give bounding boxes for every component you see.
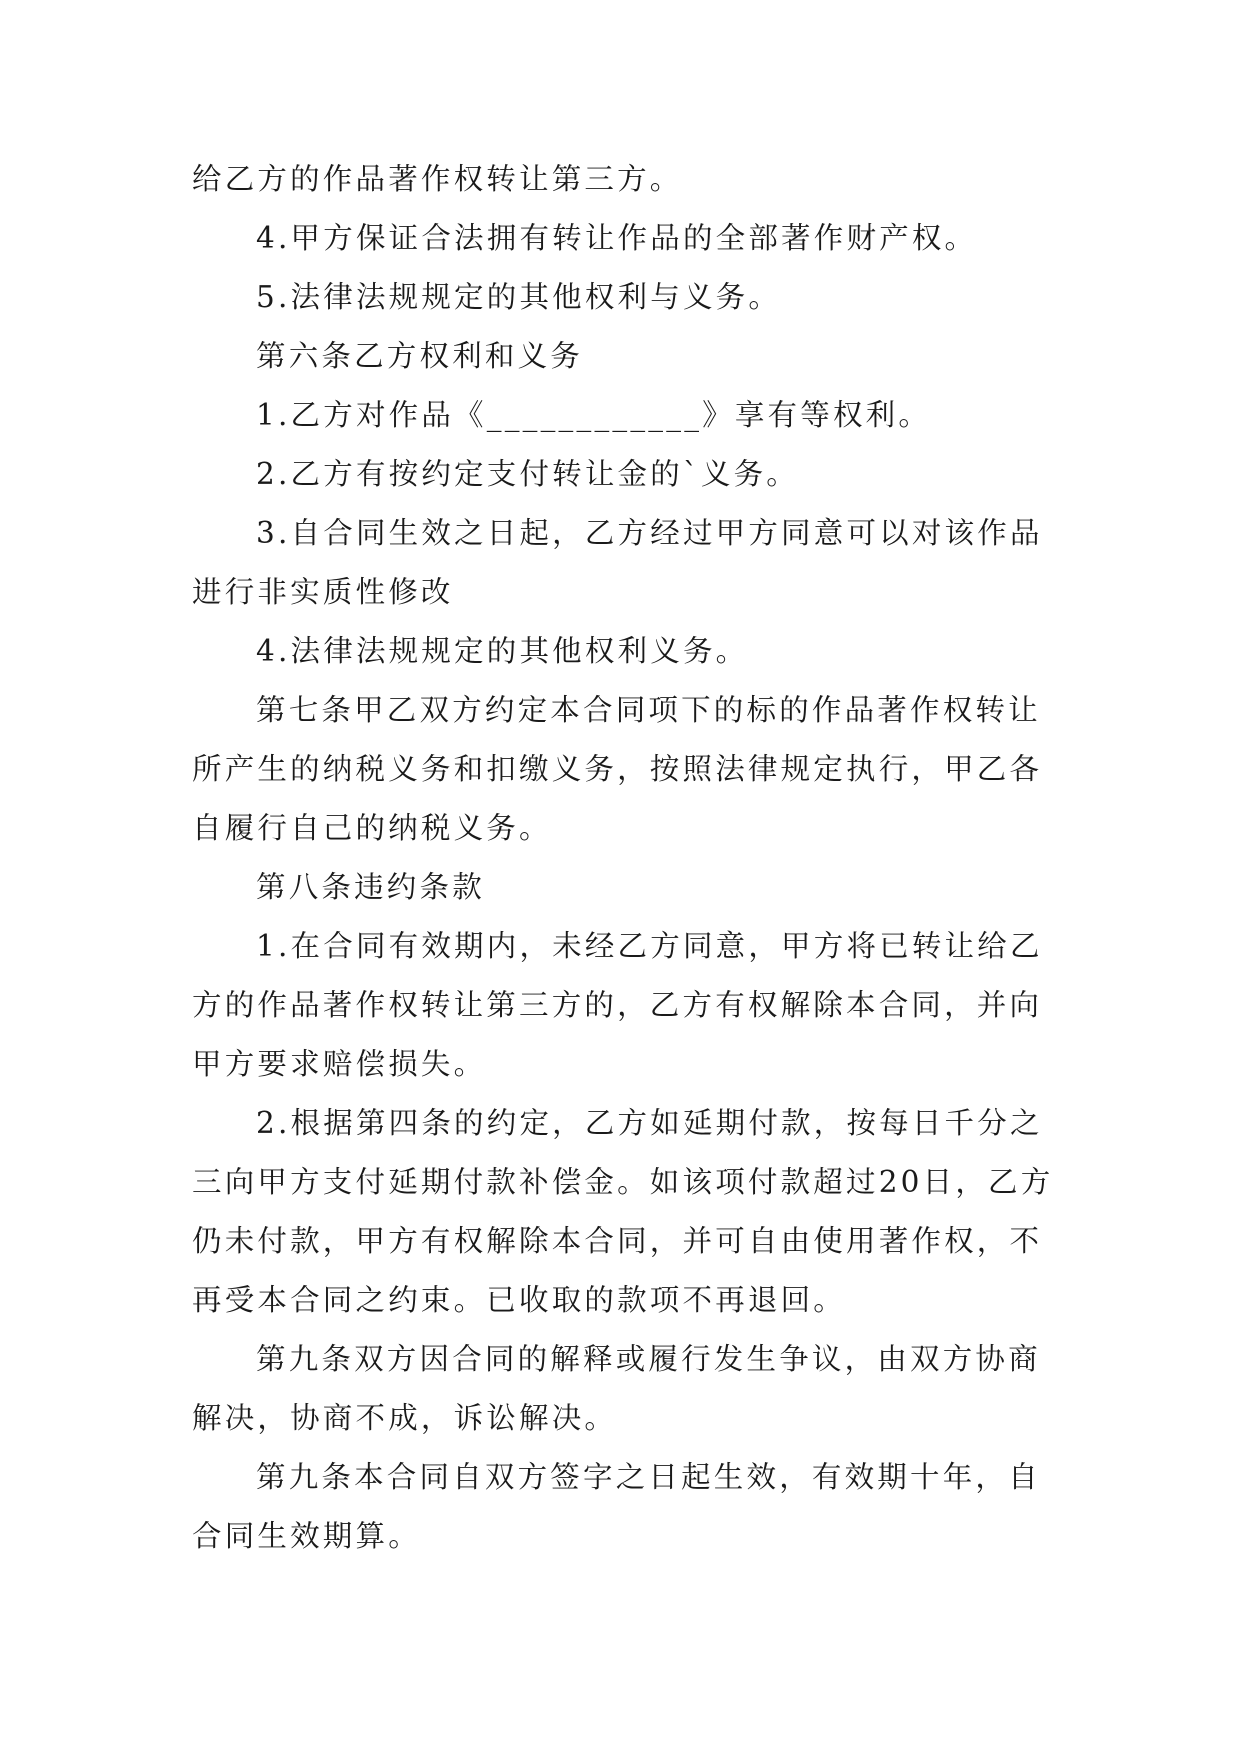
heading-article-8: 第八条违约条款: [256, 870, 485, 904]
paragraph-article-6-item-3: 3.自合同生效之日起，乙方经过甲方同意可以对该作品进行非实质性修改: [192, 516, 1043, 609]
paragraph-article-8-item-2: 2.根据第四条的约定，乙方如延期付款，按每日千分之三向甲方支付延期付款补偿金。如该项付款超过20日，乙方仍未付款，甲方有权解除本合同，并可自由使用著作权，不再受本合同之约束。已收取的款项不再退回。: [192, 1106, 1054, 1317]
paragraph-continuation: 给乙方的作品著作权转让第三方。: [192, 162, 683, 196]
paragraph-clause-5-item-4: 4.甲方保证合法拥有转让作品的全部著作财产权。: [256, 221, 978, 255]
paragraph-article-8-item-1: 1.在合同有效期内，未经乙方同意，甲方将已转让给乙方的作品著作权转让第三方的，乙方有权解除本合同，并向甲方要求赔偿损失。: [192, 929, 1043, 1081]
paragraph-article-6-item-1: 1.乙方对作品《____________》享有等权利。: [256, 398, 932, 432]
paragraph-article-6-item-2: 2.乙方有按约定支付转让金的`义务。: [256, 457, 799, 491]
heading-article-6: 第六条乙方权利和义务: [256, 339, 584, 373]
paragraph-article-9-dispute: 第九条双方因合同的解释或履行发生争议，由双方协商解决，协商不成，诉讼解决。: [192, 1342, 1041, 1435]
paragraph-article-6-item-4: 4.法律法规规定的其他权利义务。: [256, 634, 749, 668]
paragraph-article-9-effective: 第九条本合同自双方签字之日起生效，有效期十年，自合同生效期算。: [192, 1460, 1041, 1553]
document-page: [192, 150, 1062, 1566]
paragraph-clause-5-item-5: 5.法律法规规定的其他权利与义务。: [256, 280, 782, 314]
paragraph-article-7: 第七条甲乙双方约定本合同项下的标的作品著作权转让所产生的纳税义务和扣缴义务，按照法律规定执行，甲乙各自履行自己的纳税义务。: [192, 693, 1043, 845]
